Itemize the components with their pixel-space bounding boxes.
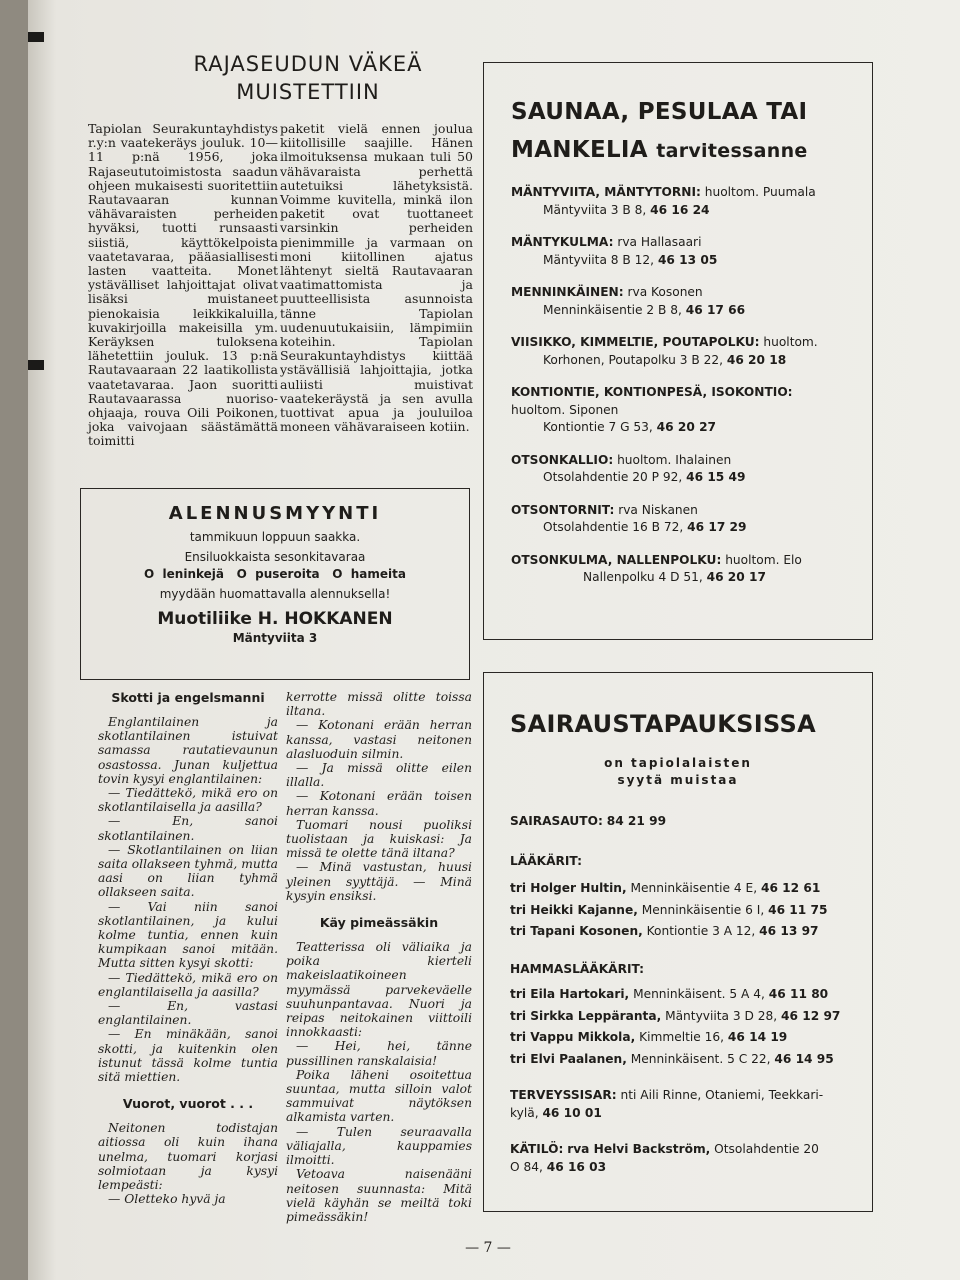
dentists-list: [510, 984, 872, 1070]
joke-heading: Käy pimeässäkin: [319, 915, 439, 931]
joke-story: Teatterissa oli väliaika ja poika kierteli makeislaatikoineen myymässä parvekeväelle suuhunpantavaa. Nuori ja reipas neitokainen viittoili innokkaasti: — Hei, hei, tänne pussillinen ranskalaisia! Poika läheni osoitettua suuntaa, mutta silloin valot sammuivat näytöksen alkamista varten. — Tulen seuraavalla väliajalla, kauppamies ilmoitti. Vetoava naisenääni neitosen suunnasta: Mitä vielä käyhän se meiltä toki pimeässäkin!: [286, 940, 472, 1224]
shop-address: Mäntyviita 3: [232, 631, 318, 645]
joke-story: kerrotte missä olitte toissa iltana. — Kotonani erään herran kanssa, vastasi neitonen alasluoduin silmin. — Ja missä olitte eilen illalla. — Kotonani erään toisen herran kanssa. Tuomari nousi puoliksi tuolistaan ja kuiskasi: Ja missä te olette tänä iltana? — Minä vastustan, huusi yleinen syyttäjä. — Minä kysyin ensiksi.: [286, 690, 472, 903]
sauna-list: [511, 184, 872, 587]
binding-mark: [28, 32, 44, 42]
dentists-heading: HAMMASLÄÄKÄRIT:: [510, 961, 645, 976]
sale-description: Ensiluokkaista sesonkitavaraa: [184, 550, 366, 564]
health-subtitle: on tapiolalaisten syytä muistaa: [604, 756, 752, 787]
sale-discount: myydään huomattavalla alennuksella!: [159, 587, 391, 601]
sale-advertisement: [80, 488, 470, 680]
health-advertisement: [483, 672, 873, 1212]
list-item: OTSONKALLIO: huoltom. Ihalainen Otsolahdentie 20 P 92, 46 15 49: [511, 452, 746, 484]
list-item: MÄNTYKULMA: rva Hallasaari Mäntyviita 8 B 12, 46 13 05: [511, 235, 718, 267]
joke-heading: Skotti ja engelsmanni: [111, 690, 265, 705]
list-item: MÄNTYVIITA, MÄNTYTORNI: huoltom. Puumala Mäntyviita 3 B 8, 46 16 24: [511, 185, 816, 217]
article-title: RAJASEUDUN VÄKEÄ MUISTETTIIN: [193, 52, 423, 104]
magazine-page: [28, 0, 960, 1280]
midwife-row: KÄTILÖ: rva Helvi Backström, Otsolahdentie 20 O 84, 46 16 03: [510, 1142, 819, 1174]
list-item: OTSONKULMA, NALLENPOLKU: huoltom. Elo Nallenpolku 4 D 51, 46 20 17: [511, 552, 802, 584]
list-item: OTSONTORNIT: rva Niskanen Otsolahdentie 16 B 72, 46 17 29: [511, 502, 747, 534]
doctors-list: [510, 878, 872, 943]
list-item: tri Tapani Kosonen, Kontiontie 3 A 12, 46 13 97: [510, 924, 819, 938]
joke-heading: Vuorot, vuorot . . .: [122, 1096, 254, 1112]
list-item: MENNINKÄINEN: rva Kosonen Menninkäisentie 2 B 8, 46 17 66: [511, 285, 746, 317]
list-item: tri Vappu Mikkola, Kimmeltie 16, 46 14 19: [510, 1030, 788, 1044]
list-item: VIISIKKO, KIMMELTIE, POUTAPOLKU: huoltom. Korhonen, Poutapolku 3 B 22, 46 20 18: [511, 335, 818, 367]
jokes-column-2: [286, 690, 472, 1224]
sale-period: tammikuun loppuun saakka.: [189, 530, 361, 544]
list-item: tri Eila Hartokari, Menninkäisent. 5 A 4, 46 11 80: [510, 987, 829, 1001]
list-item: KONTIONTIE, KONTIONPESÄ, ISOKONTIO: huoltom. Siponen Kontiontie 7 G 53, 46 20 27: [511, 385, 793, 434]
ambulance-row: SAIRASAUTO: 84 21 99: [510, 814, 667, 828]
health-title: SAIRAUSTAPAUKSISSA: [510, 710, 816, 738]
jokes-column-1: [98, 690, 278, 1207]
sale-title: ALENNUSMYYNTI: [168, 503, 382, 524]
nurse-row: TERVEYSSISAR: nti Aili Rinne, Otaniemi, Teekkari- kylä, 46 10 01: [510, 1088, 824, 1120]
sale-items: O leninkejä O puseroita O hameita: [143, 567, 406, 581]
list-item: tri Sirkka Leppäranta, Mäntyviita 3 D 28, 46 12 97: [510, 1008, 841, 1023]
joke-story: Englantilainen ja skotlantilainen istuivat samassa rautatievaunun osastossa. Junan kuljettua tovin kysyi englantilainen: — Tiedättekö, mikä ero on skotlantilaisella ja aasilla? — En, sanoi skotlantilainen. — Skotlantilainen on liian saita ollakseen tyhmä, mutta aasi on liian tyhmä ollakseen saita. — Vai niin sanoi skotlantilainen, ja kului kolme tuntia, ennen kuin kumpikaan sanoi mitään. Mutta sitten kysyi skotti: — Tiedättekö, mikä ero on englantilaisella ja aasilla? — En, vastasi englantilainen. — En minäkään, sanoi skotti, ja kuitenkin olen istunut tässä kolme tuntia sitä miettien.: [98, 715, 278, 1085]
joke-story: Neitonen todistajan aitiossa oli kuin ihana unelma, tuomari korjasi solmiotaan ja kysyi lempeästi: — Oletteko hyvä ja: [98, 1121, 278, 1207]
page-number: — 7 —: [465, 1240, 511, 1256]
shop-name: Muotiliike H. HOKKANEN: [157, 609, 393, 629]
doctors-heading: LÄÄKÄRIT:: [510, 853, 582, 868]
sauna-advertisement: [483, 62, 873, 640]
article-column-2: paketit vielä ennen joulua kiitollisille saajille. Hänen ilmoituksensa mukaan tuli 50 vähävaraista perhettä autetuiksi lähetyksistä. Voimme kuvitella, minkä ilon paketit ovat tuottaneet varsinkin perheiden pienimmille ja varmaan on moni kiitollinen ajatus lähtenyt sieltä Rautavaaran vaatimattomista ja puutteellisista asunnoista tänne Tapiolan uudenuutukaisiin, lämpimiin koteihin. Tapiolan Seurakuntayhdistys kiittää ystävällisiä lahjoittajia, jotka auliisti muistivat vaatekeräystä ja sen avulla tuottivat apua ja jouluiloa moneen vähävaraiseen kotiin.: [280, 121, 473, 435]
sauna-title: SAUNAA, PESULAA TAI MANKELIA tarvitessanne: [511, 99, 808, 163]
binding-mark: [28, 360, 44, 370]
list-item: tri Elvi Paalanen, Menninkäisent. 5 C 22, 46 14 95: [510, 1051, 834, 1066]
article-column-1: Tapiolan Seurakuntayhdistys r.y:n vaatekeräys jouluk. 10—11 p:nä 1956, joka Rajaseututoimistosta saadun ohjeen mukaisesti suoritettiin Rautavaaran kunnan vähävaraisten perheiden hyväksi, tuotti runsaasti siistiä, käyttökelpoista vaatetavaraa, pääasiallisesti lasten vaatteita. Monet ystävälliset lahjoittajat olivat lisäksi muistaneet pienokaisia leikkikaluilla, kuvakirjoilla makeisilla ym. Keräyksen tuloksena lähetettiin jouluk. 13 p:nä Rautavaaraan 22 laatikollista vaatetavaraa. Jaon suoritti Rautavaarassa nuoriso-ohjaaja, rouva Oili Poikonen, joka vaivojaan säästämättä toimitti: [88, 121, 278, 449]
list-item: tri Heikki Kajanne, Menninkäisentie 6 I, 46 11 75: [510, 902, 828, 917]
list-item: tri Holger Hultin, Menninkäisentie 4 E, 46 12 61: [510, 881, 821, 895]
